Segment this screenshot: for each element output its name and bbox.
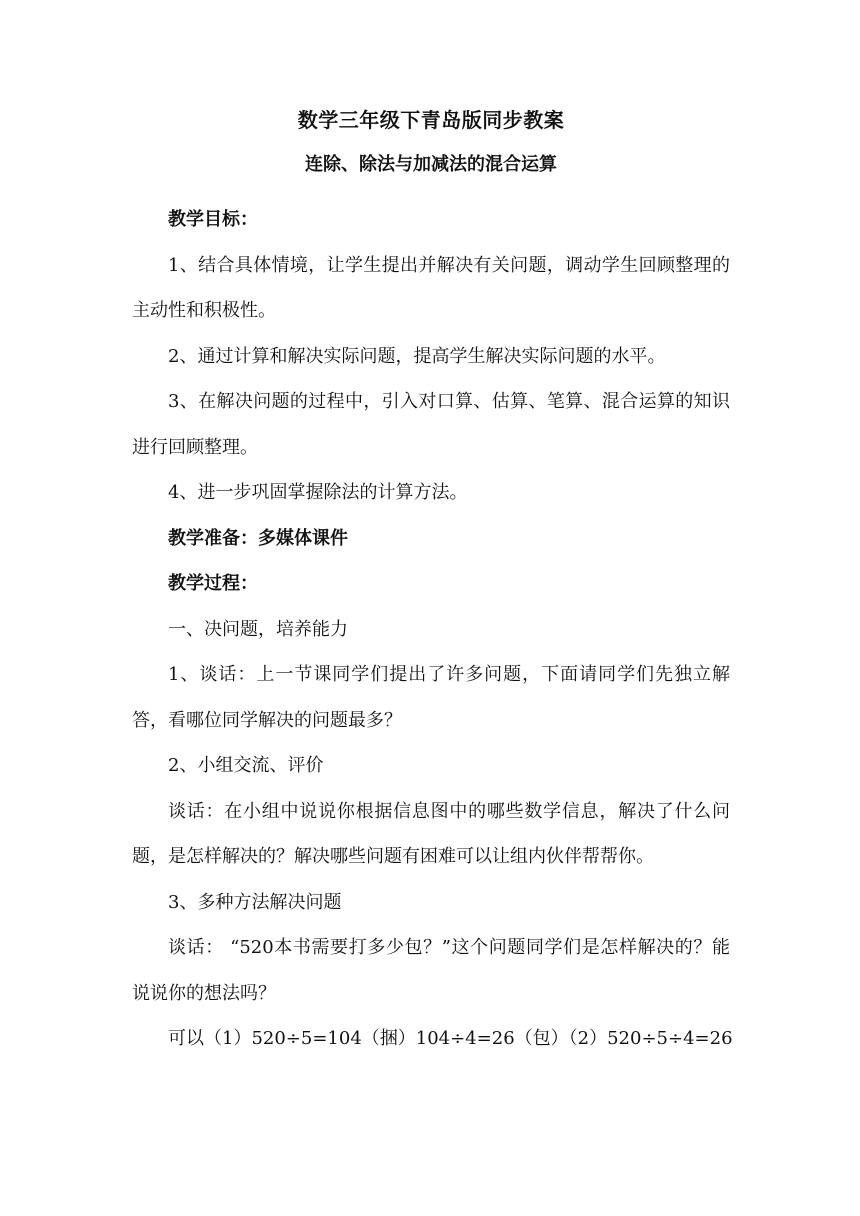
step-3-talk: 谈话： “520本书需要打多少包？”这个问题同学们是怎样解决的？能说说你的想法吗？ — [132, 937, 730, 1004]
objective-3: 3、在解决问题的过程中，引入对口算、估算、笔算、混合运算的知识进行回顾整理。 — [132, 391, 730, 458]
section-heading-1: 一、决问题，培养能力 — [168, 618, 348, 640]
process-heading: 教学过程： — [168, 573, 258, 594]
step-2: 2、小组交流、评价 — [168, 755, 324, 776]
step-1: 1、谈话：上一节课同学们提出了许多问题，下面请同学们先独立解答，看哪位同学解决的问题最多？ — [132, 664, 730, 731]
preparation-line: 教学准备：多媒体课件 — [168, 527, 348, 549]
step-2-talk: 谈话：在小组中说说你根据信息图中的哪些数学信息，解决了什么问题，是怎样解决的？解决哪些问题有困难可以让组内伙伴帮帮你。 — [132, 800, 730, 867]
document-page — [132, 108, 733, 1062]
step-3: 3、多种方法解决问题 — [168, 891, 342, 913]
methods-line: 可以（1）520÷5=104（捆）104÷4=26（包）（2）520÷5÷4=26 — [168, 1028, 733, 1049]
objective-4: 4、进一步巩固掌握除法的计算方法。 — [168, 482, 468, 503]
objective-1: 1、结合具体情境，让学生提出并解决有关问题，调动学生回顾整理的主动性和积极性。 — [132, 254, 730, 321]
objectives-heading: 教学目标： — [168, 209, 258, 230]
document-subtitle: 连除、除法与加减法的混合运算 — [305, 154, 557, 175]
objective-2: 2、通过计算和解决实际问题，提高学生解决实际问题的水平。 — [168, 345, 666, 367]
document-title: 数学三年级下青岛版同步教案 — [297, 108, 565, 132]
